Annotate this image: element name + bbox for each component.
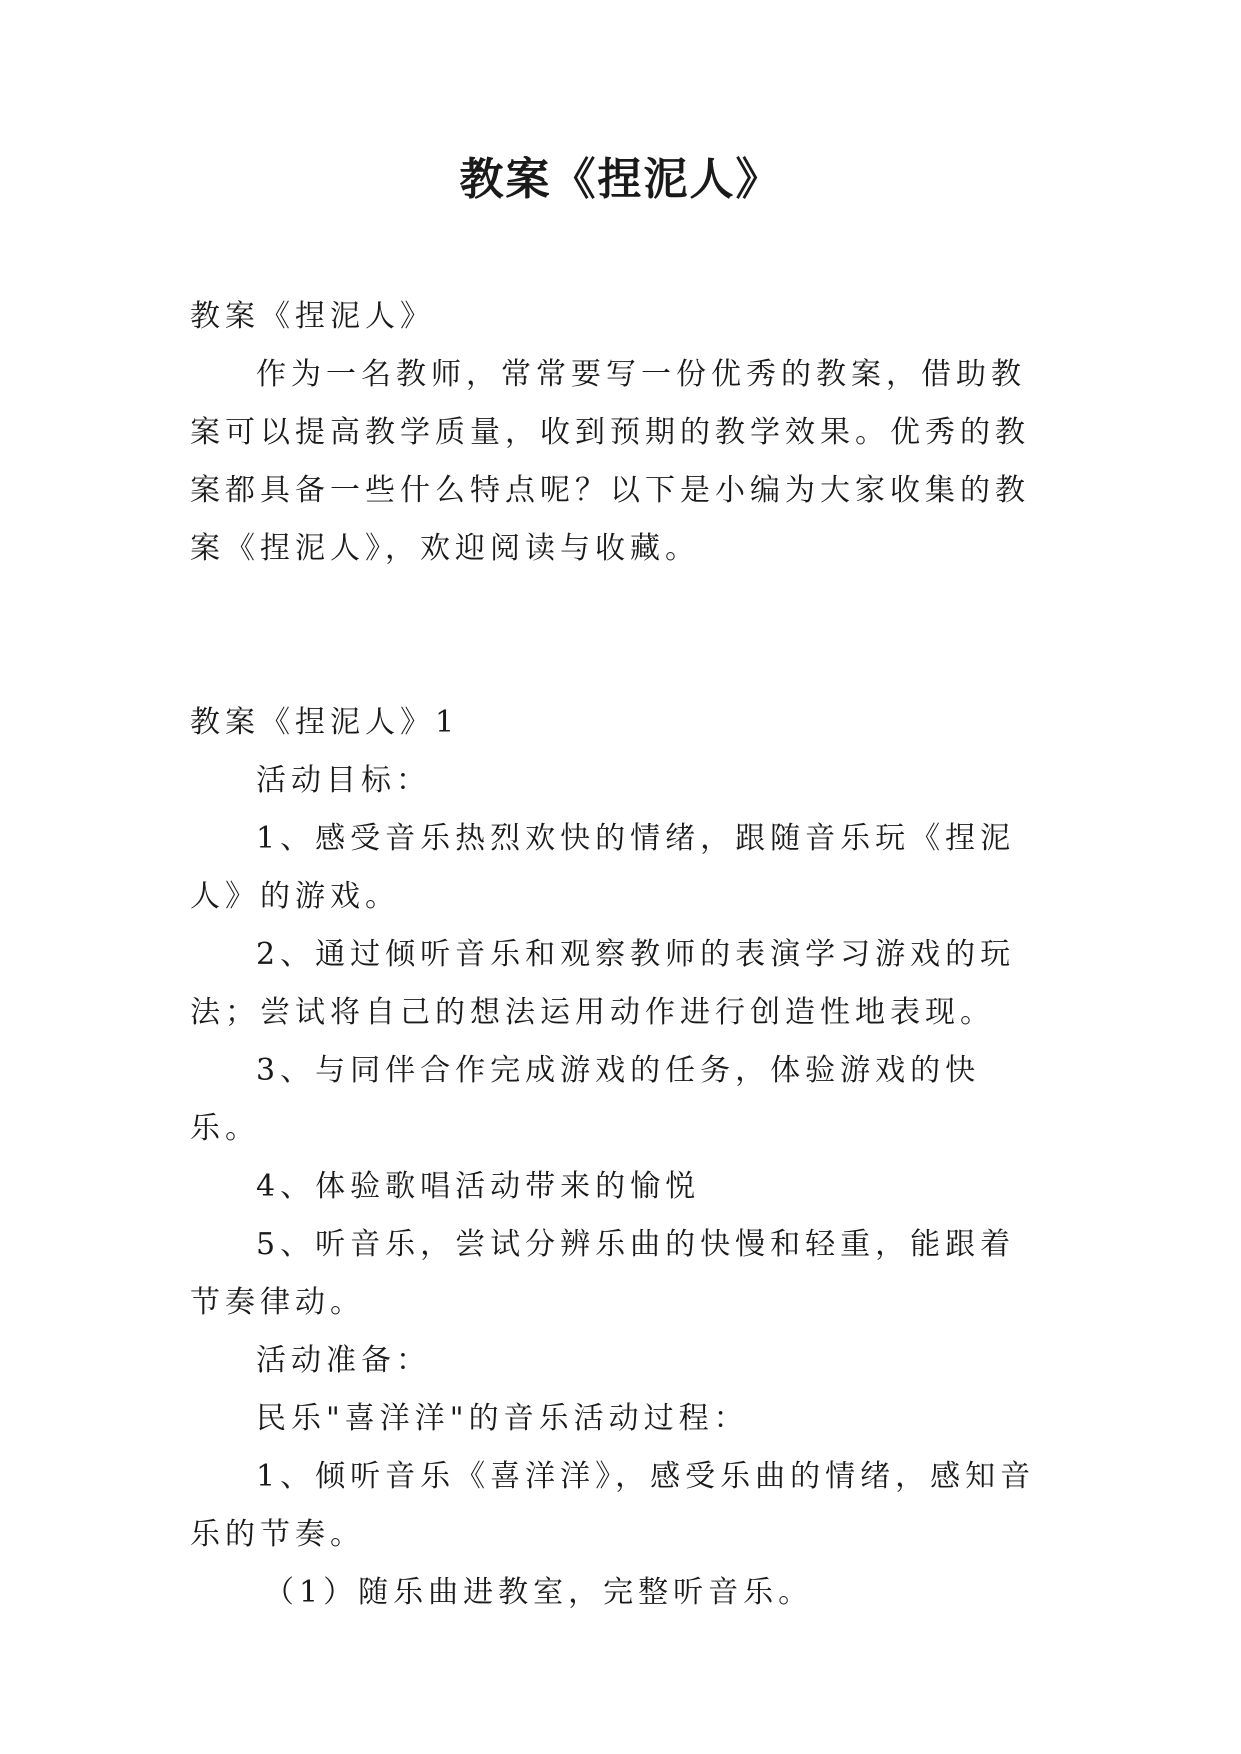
goal-item-5: 5、听音乐，尝试分辨乐曲的快慢和轻重，能跟着节奏律动。 bbox=[190, 1227, 1016, 1320]
process-label: 民乐"喜洋洋"的音乐活动过程： bbox=[256, 1401, 749, 1436]
goal-item-4: 4、体验歌唱活动带来的愉悦 bbox=[256, 1169, 701, 1204]
goal-item-3: 3、与同伴合作完成游戏的任务，体验游戏的快乐。 bbox=[190, 1053, 981, 1146]
section-heading: 教案《捏泥人》1 bbox=[190, 705, 460, 740]
goal-item-2: 2、通过倾听音乐和观察教师的表演学习游戏的玩法；尝试将自己的想法运用动作进行创造性地表现。 bbox=[190, 937, 1016, 1030]
intro-paragraph: 作为一名教师，常常要写一份优秀的教案，借助教案可以提高教学质量，收到预期的教学效果。优秀的教案都具备一些什么特点呢？以下是小编为大家收集的教案《捏泥人》，欢迎阅读与收藏。 bbox=[190, 357, 1030, 566]
intro-heading: 教案《捏泥人》 bbox=[190, 299, 435, 334]
section-spacer bbox=[190, 578, 1050, 694]
document-body bbox=[190, 288, 1050, 1622]
goal-item-1: 1、感受音乐热烈欢快的情绪，跟随音乐玩《捏泥人》的游戏。 bbox=[190, 821, 1016, 914]
prep-label: 活动准备： bbox=[256, 1343, 431, 1378]
step-item-1: 1、倾听音乐《喜洋洋》，感受乐曲的情绪，感知音乐的节奏。 bbox=[190, 1459, 1036, 1552]
goals-label: 活动目标： bbox=[256, 763, 431, 798]
document-title: 教案《捏泥人》 bbox=[459, 154, 782, 205]
substep-item-1: （1）随乐曲进教室，完整听音乐。 bbox=[264, 1575, 814, 1610]
